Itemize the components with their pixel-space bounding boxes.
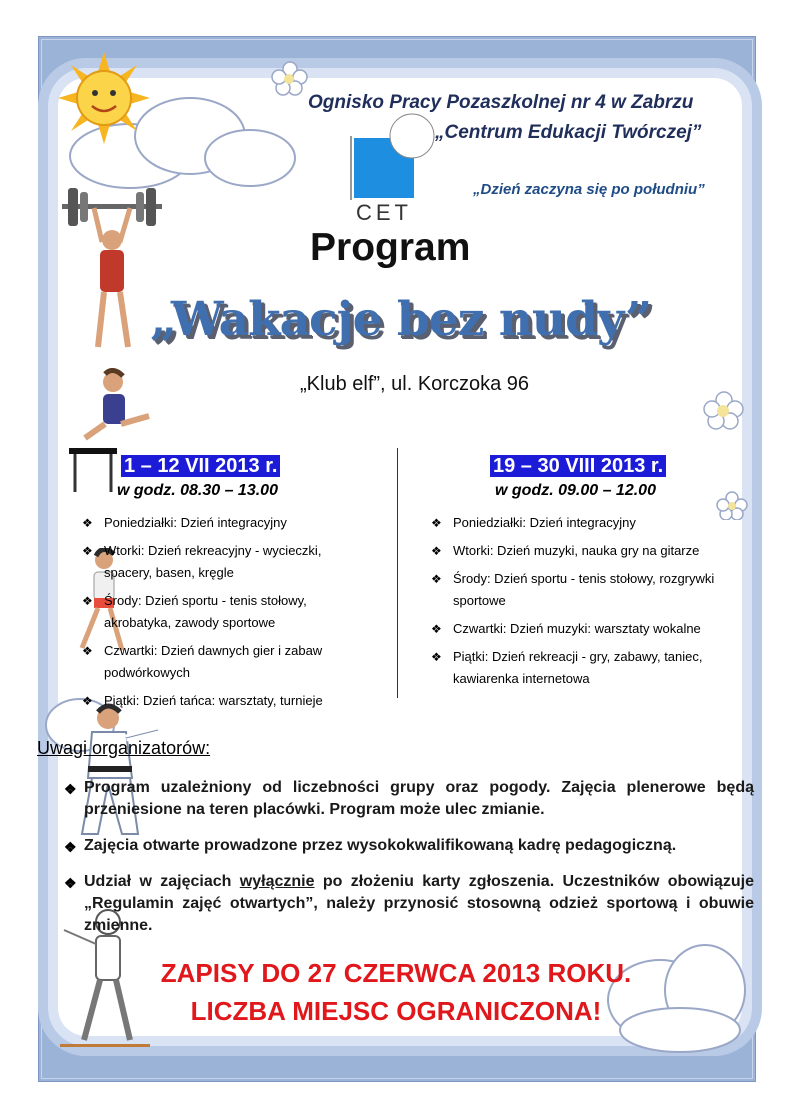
session-2-schedule <box>429 512 749 696</box>
diamond-bullet-icon: ❖ <box>82 694 93 708</box>
venue: „Klub elf”, ul. Korczoka 96 <box>300 373 529 395</box>
session-2-dates: 19 – 30 VIII 2013 r. <box>490 455 666 477</box>
diamond-bullet-icon: ❖ <box>431 622 442 636</box>
session-1-schedule <box>80 512 370 718</box>
program-label: Program <box>310 226 471 269</box>
diamond-bullet-icon: ❖ <box>64 875 77 891</box>
program-title: „Wakacje bez nudy” <box>150 292 652 347</box>
list-item: ❖ Piątki: Dzień tańca: warsztaty, turnieje <box>80 690 370 712</box>
session-2-hours: w godz. 09.00 – 12.00 <box>495 482 656 499</box>
session-1-dates: 1 – 12 VII 2013 r. <box>121 455 280 477</box>
session-1-hours: w godz. 08.30 – 13.00 <box>117 482 278 499</box>
session-1-header <box>121 455 280 478</box>
organization-name: Ognisko Pracy Pozaszkolnej nr 4 w Zabrzu <box>308 92 694 113</box>
list-item: ❖ Program uzależniony od liczebności grupy oraz pogody. Zajęcia plenerowe będą przeniesione na teren placówki. Program może ulec zmianie. <box>64 779 754 818</box>
diamond-bullet-icon: ❖ <box>82 516 93 530</box>
logo-text: CET <box>356 200 412 225</box>
column-divider <box>397 448 398 698</box>
list-item: ❖ Piątki: Dzień rekreacji - gry, zabawy, taniec, kawiarenka internetowa <box>429 646 749 690</box>
list-item: ❖ Wtorki: Dzień rekreacyjny - wycieczki, spacery, basen, kręgle <box>80 540 370 584</box>
emphasis-word: wyłącznie <box>239 873 315 890</box>
list-item: ❖ Udział w zajęciach wyłącznie po złożeniu karty zgłoszenia. Uczestników obowiązuje „Regulamin zajęć otwartych”, należy przynosić stosowną odzież sportową i obuwie zmienne. <box>64 873 754 934</box>
diamond-bullet-icon: ❖ <box>82 644 93 658</box>
motto: „Dzień zaczyna się po południu” <box>473 181 705 198</box>
sun-icon <box>58 52 150 144</box>
diamond-bullet-icon: ❖ <box>64 781 77 797</box>
flower-icon <box>702 390 746 430</box>
diamond-bullet-icon: ❖ <box>431 544 442 558</box>
session-2-header <box>490 455 666 478</box>
diamond-bullet-icon: ❖ <box>431 650 442 664</box>
diamond-bullet-icon: ❖ <box>431 516 442 530</box>
list-item: ❖ Poniedziałki: Dzień integracyjny <box>429 512 749 534</box>
list-item: ❖ Czwartki: Dzień muzyki: warsztaty wokalne <box>429 618 749 640</box>
notes-list <box>62 777 754 951</box>
list-item: ❖ Wtorki: Dzień muzyki, nauka gry na gitarze <box>429 540 749 562</box>
notes-title: Uwagi organizatorów: <box>37 738 211 758</box>
registration-deadline: ZAPISY DO 27 CZERWCA 2013 ROKU. <box>160 958 632 988</box>
weightlifter-illustration <box>62 182 162 357</box>
diamond-bullet-icon: ❖ <box>82 594 93 608</box>
diamond-bullet-icon: ❖ <box>82 544 93 558</box>
diamond-bullet-icon: ❖ <box>431 572 442 586</box>
diamond-bullet-icon: ❖ <box>64 839 77 855</box>
list-item: ❖ Środy: Dzień sportu - tenis stołowy, akrobatyka, zawody sportowe <box>80 590 370 634</box>
limited-places: LICZBA MIEJSC OGRANICZONA! <box>190 996 602 1026</box>
list-item: ❖ Poniedziałki: Dzień integracyjny <box>80 512 370 534</box>
list-item: ❖ Zajęcia otwarte prowadzone przez wysokokwalifikowaną kadrę pedagogiczną. <box>62 835 754 857</box>
organization-subtitle: „Centrum Edukacji Twórczej” <box>435 122 702 143</box>
flower-icon <box>270 60 310 96</box>
list-item: ❖ Środy: Dzień sportu - tenis stołowy, rozgrywki sportowe <box>429 568 749 612</box>
list-item: ❖ Czwartki: Dzień dawnych gier i zabaw podwórkowych <box>80 640 370 684</box>
